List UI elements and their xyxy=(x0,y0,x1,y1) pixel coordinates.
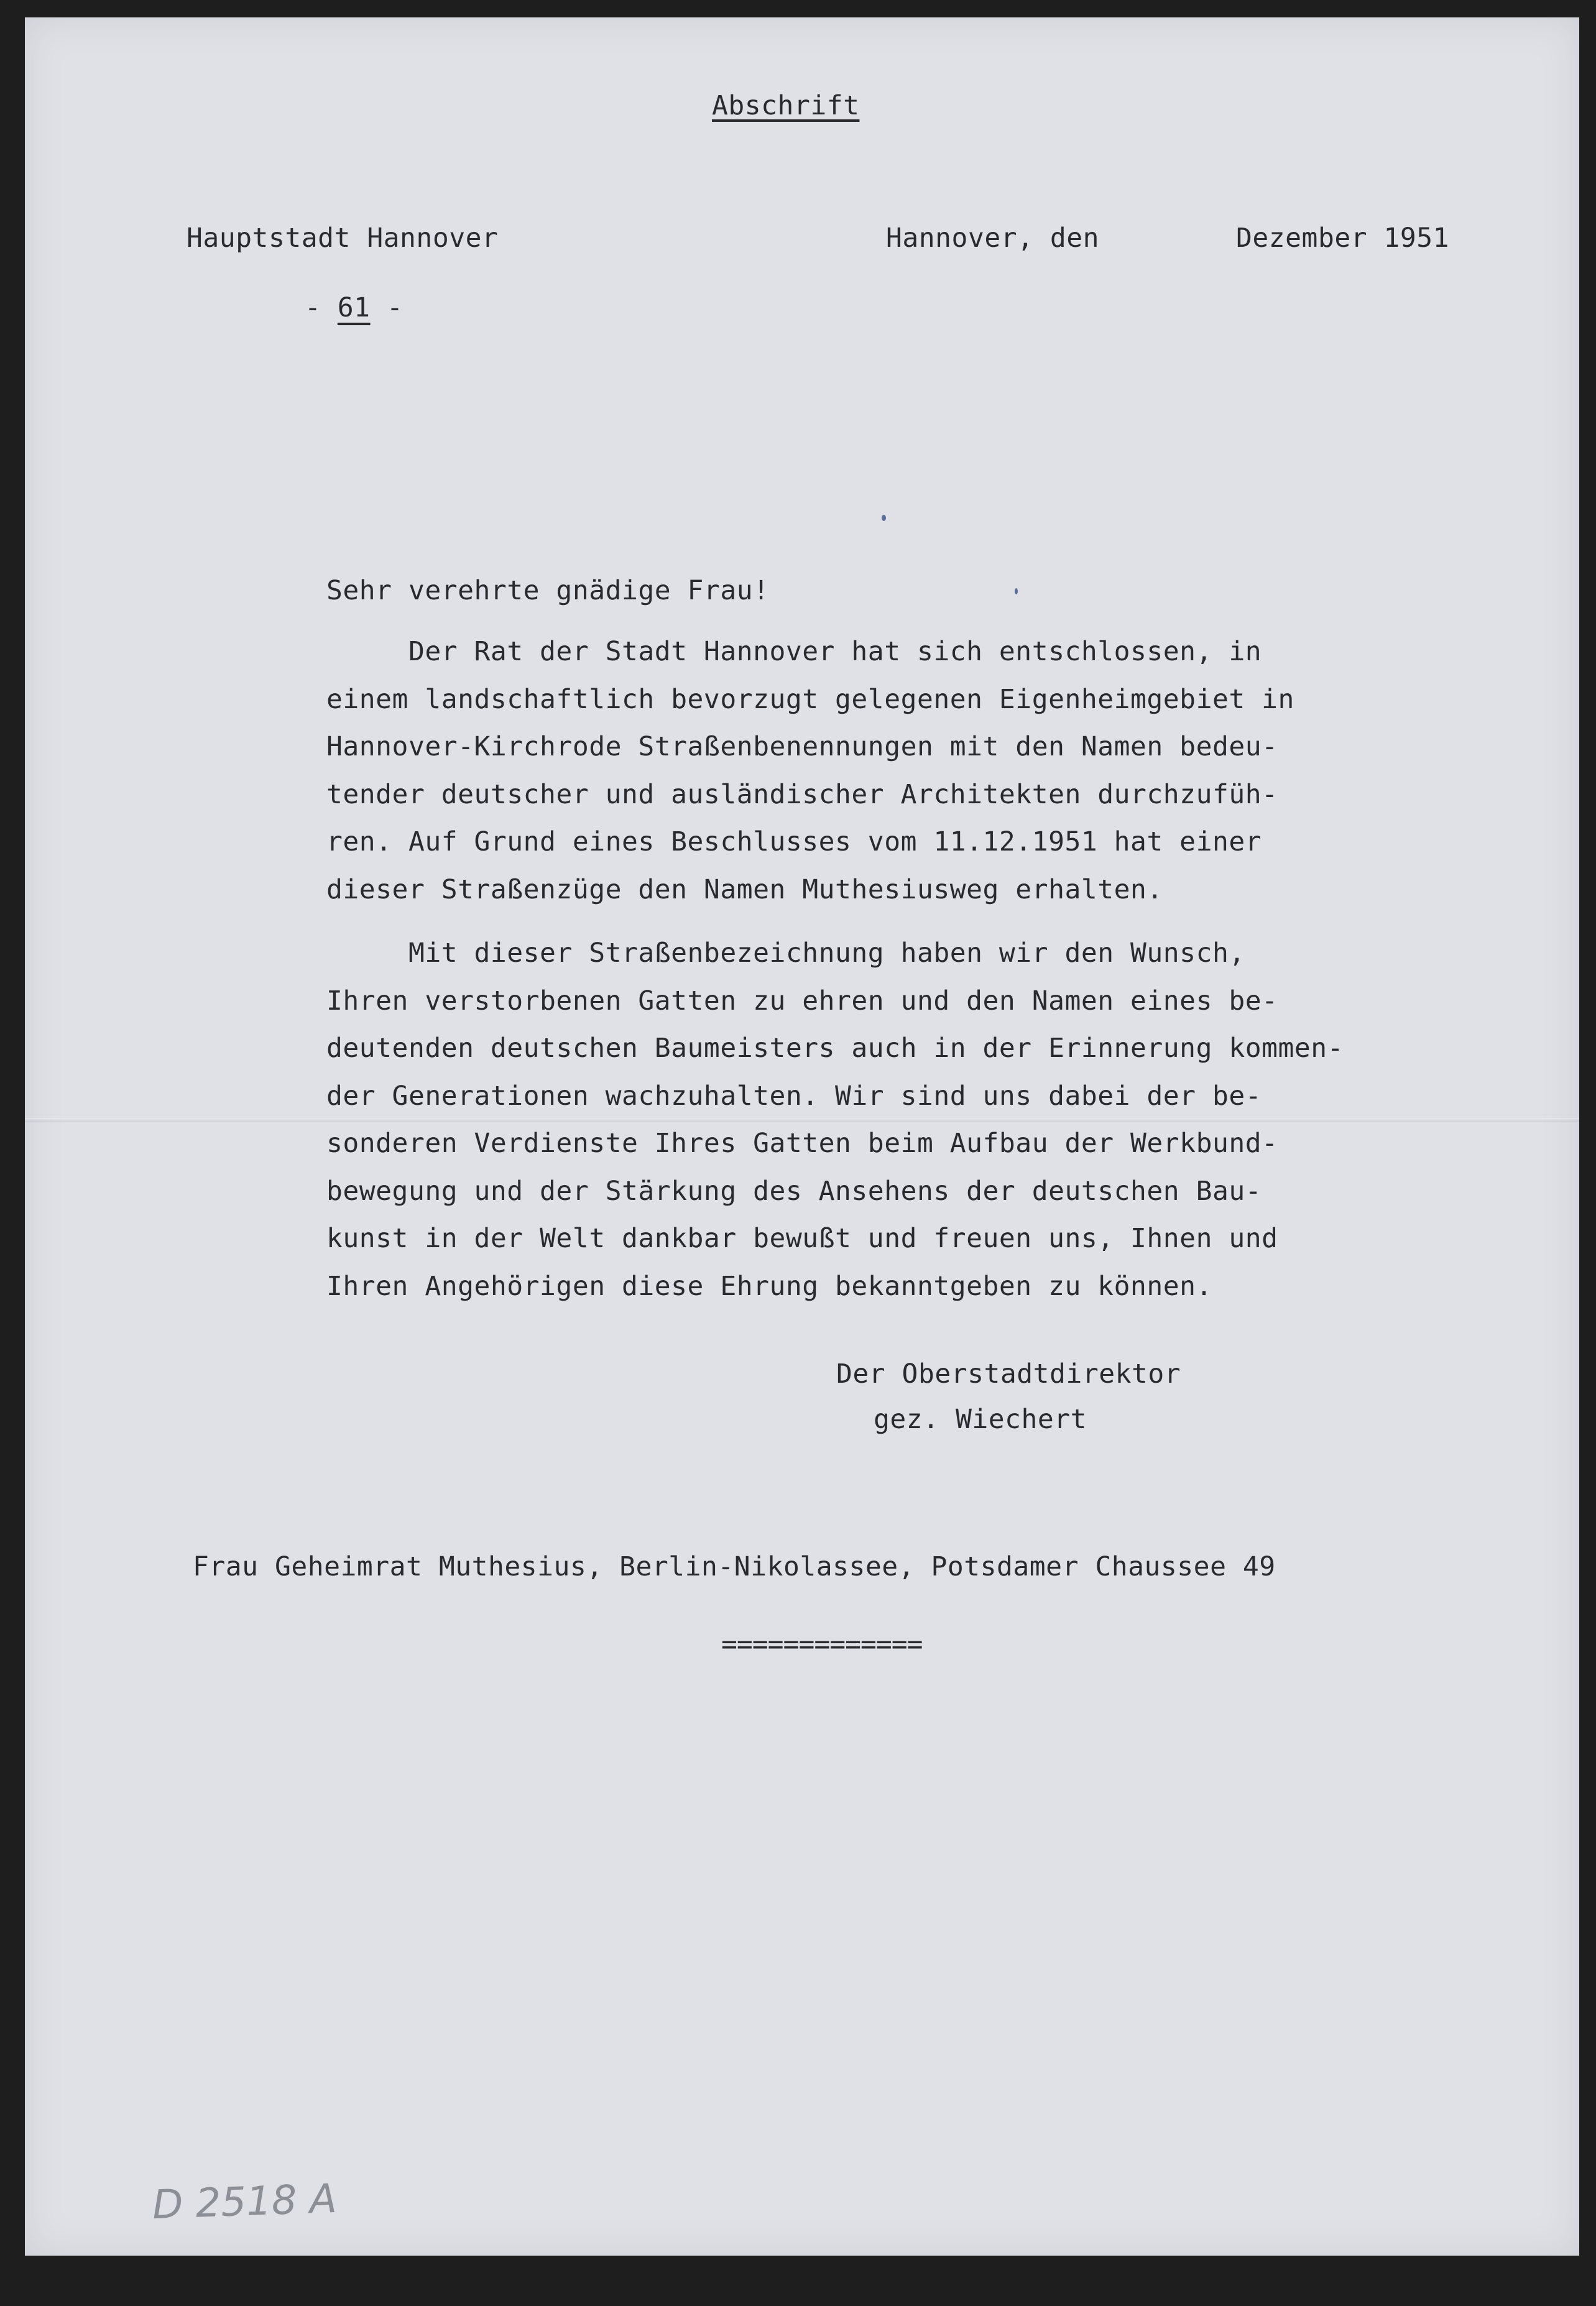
paragraph-line: kunst in der Welt dankbar bewußt und freuen uns, Ihnen und xyxy=(326,1223,1278,1254)
paragraph-1 xyxy=(326,628,1564,913)
paragraph-line: Der Rat der Stadt Hannover hat sich entschlossen, in xyxy=(326,636,1262,667)
paragraph-line: Ihren verstorbenen Gatten zu ehren und den Namen eines be- xyxy=(326,985,1278,1017)
paragraph-line: deutenden deutschen Baumeisters auch in der Erinnerung kommen- xyxy=(326,1033,1344,1064)
sender-authority: Hauptstadt Hannover xyxy=(187,223,499,254)
paragraph-line: dieser Straßenzüge den Namen Muthesiusweg erhalten. xyxy=(326,874,1163,905)
document-title: Abschrift xyxy=(712,90,860,121)
reference-prefix: - xyxy=(305,292,338,323)
paragraph-line: der Generationen wachzuhalten. Wir sind uns dabei der be- xyxy=(326,1080,1262,1112)
recipient-address: Frau Geheimrat Muthesius, Berlin-Nikolassee, Potsdamer Chaussee 49 xyxy=(193,1551,1276,1582)
signature-name: gez. Wiechert xyxy=(874,1404,1087,1435)
salutation: Sehr verehrte gnädige Frau! xyxy=(326,575,770,606)
paragraph-line: tender deutscher und ausländischer Architekten durchzufüh- xyxy=(326,778,1278,810)
paragraph-line: einem landschaftlich bevorzugt gelegenen Eigenheimgebiet in xyxy=(326,683,1294,715)
reference-number xyxy=(305,292,403,323)
paragraph-line: Ihren Angehörigen diese Ehrung bekanntgeben zu können. xyxy=(326,1270,1212,1302)
paragraph-line: sonderen Verdienste Ihres Gatten beim Aufbau der Werkbund- xyxy=(326,1128,1278,1159)
ink-speck xyxy=(1015,588,1018,594)
closing-rule: ============= xyxy=(721,1629,923,1660)
paragraph-line: ren. Auf Grund eines Beschlusses vom 11.12.1951 hat einer xyxy=(326,826,1262,857)
signature-title: Der Oberstadtdirektor xyxy=(836,1358,1181,1390)
paragraph-2 xyxy=(326,929,1564,1310)
paragraph-line: bewegung und der Stärkung des Ansehens der deutschen Bau- xyxy=(326,1175,1262,1207)
archive-mark: D 2518 A xyxy=(151,2175,338,2229)
ink-speck xyxy=(882,515,886,521)
reference-value: 61 xyxy=(337,292,371,323)
place-date-line: Hannover, den xyxy=(886,223,1100,254)
letter-date: Dezember 1951 xyxy=(1236,223,1450,254)
paragraph-line: Hannover-Kirchrode Straßenbenennungen mit den Namen bedeu- xyxy=(326,731,1278,762)
reference-suffix: - xyxy=(370,292,404,323)
paragraph-line: Mit dieser Straßenbezeichnung haben wir den Wunsch, xyxy=(326,938,1245,969)
